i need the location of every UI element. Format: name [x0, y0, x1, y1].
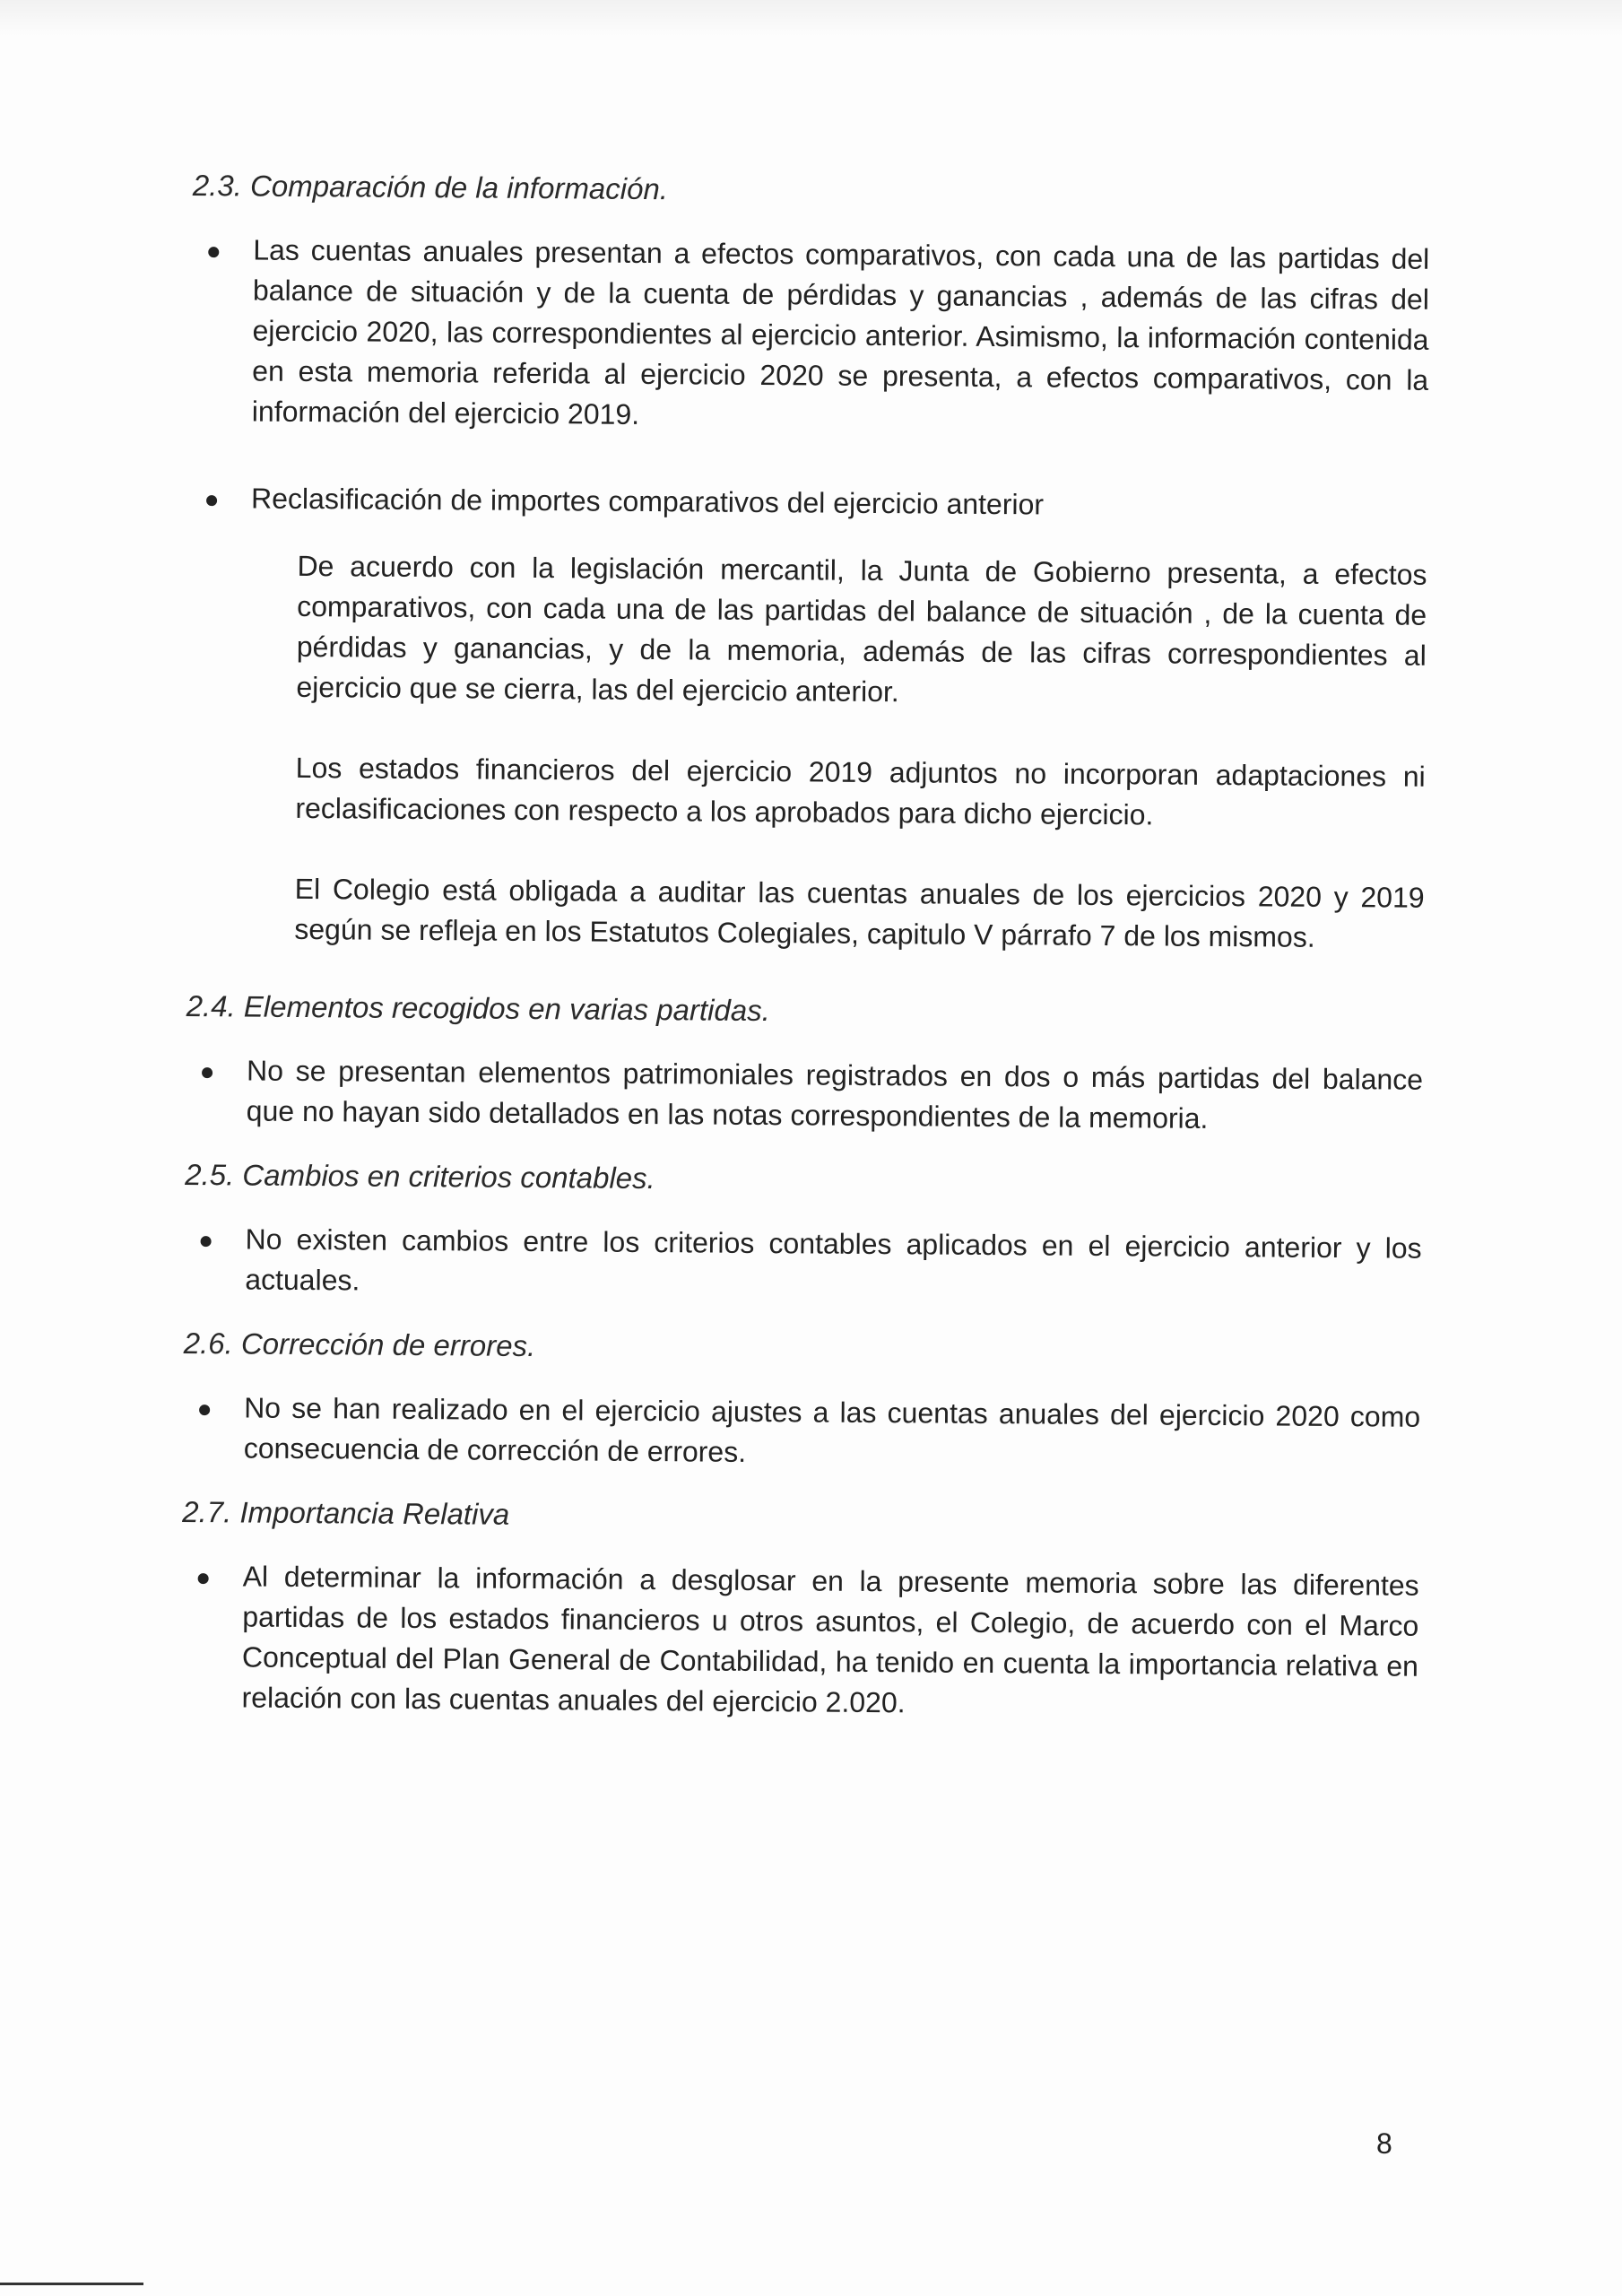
section-heading: 2.7. Importancia Relativa: [182, 1494, 510, 1531]
section-heading: 2.5. Cambios en criterios contables.: [185, 1157, 655, 1196]
bullet-text: No se han realizado en el ejercicio ajustes a las cuentas anuales del ejercicio 2020 como consecuencia de corrección de errores.: [243, 1391, 1421, 1468]
bullet-item: [184, 1219, 1422, 1309]
bullet-icon: [208, 247, 219, 257]
bullet-text: No existen cambios entre los criterios contables aplicados en el ejercicio anterior y los actuales.: [245, 1222, 1422, 1297]
scan-edge-line: [0, 2283, 143, 2285]
bullet-text: No se presentan elementos patrimoniales registrados en dos o más partidas del balance que no hayan sido detallados en las notas correspondientes de la memoria.: [246, 1054, 1424, 1135]
bullet-item: [183, 1387, 1421, 1478]
bullet-item: [180, 1556, 1418, 1727]
bullet-text: Las cuentas anuales presentan a efectos comparativos, con cada una de las partidas del balance de situación y de la cuenta de pérdidas y ganancias , además de las cifras del ejercicio 2020, las correspondientes al ejercicio anterior. Asimismo, la información contenida en esta memoria referida al ejercicio 2020 se presenta, a efectos comparativos, con la información del ejercicio 2019.: [251, 233, 1430, 430]
bullet-icon: [206, 495, 217, 506]
bullet-icon: [198, 1573, 209, 1584]
bullet-text: Al determinar la información a desglosar en la presente memoria sobre las diferentes partidas de los estados financieros u otros asuntos, el Colegio, de acuerdo con el Marco Conceptual del Plan General de Contabilidad, ha tenido en cuenta la importancia relativa en relación con las cuentas anuales del ejercicio 2.020.: [241, 1560, 1419, 1719]
bullet-item: [186, 1050, 1424, 1141]
bullet-text: Reclasificación de importes comparativos del ejercicio anterior: [250, 482, 1045, 521]
paragraph: El Colegio está obligada a auditar las cuentas anuales de los ejercicios 2020 y 2019 según se refleja en los Estatutos Colegiales, capitulo V párrafo 7 de los mismos.: [294, 872, 1425, 953]
section-heading: 2.3. Comparación de la información.: [192, 169, 669, 206]
bullet-icon: [201, 1236, 212, 1247]
scan-shadow: [0, 0, 1622, 36]
section-heading: 2.6. Corrección de errores.: [183, 1326, 536, 1363]
indented-block: [186, 545, 1427, 959]
section-heading: 2.4. Elementos recogidos en varias partidas.: [186, 988, 770, 1028]
bullet-item: [190, 478, 1427, 528]
paragraph: De acuerdo con la legislación mercantil, la Junta de Gobierno presenta, a efectos comparativos, con cada una de las partidas del balance de situación , de la cuenta de pérdidas y ganancias, y de la memoria, además de las cifras correspondientes al ejercicio que se cierra, las del ejercicio anterior.: [296, 549, 1427, 709]
paragraph: Los estados financieros del ejercicio 2019 adjuntos no incorporan adaptaciones ni reclasificaciones con respecto a los aprobados para dicho ejercicio.: [295, 751, 1426, 831]
bullet-icon: [202, 1067, 213, 1078]
page-number: 8: [1376, 2127, 1392, 2160]
bullet-item: [191, 230, 1430, 441]
page-content: [180, 169, 1430, 1754]
bullet-icon: [199, 1405, 210, 1415]
